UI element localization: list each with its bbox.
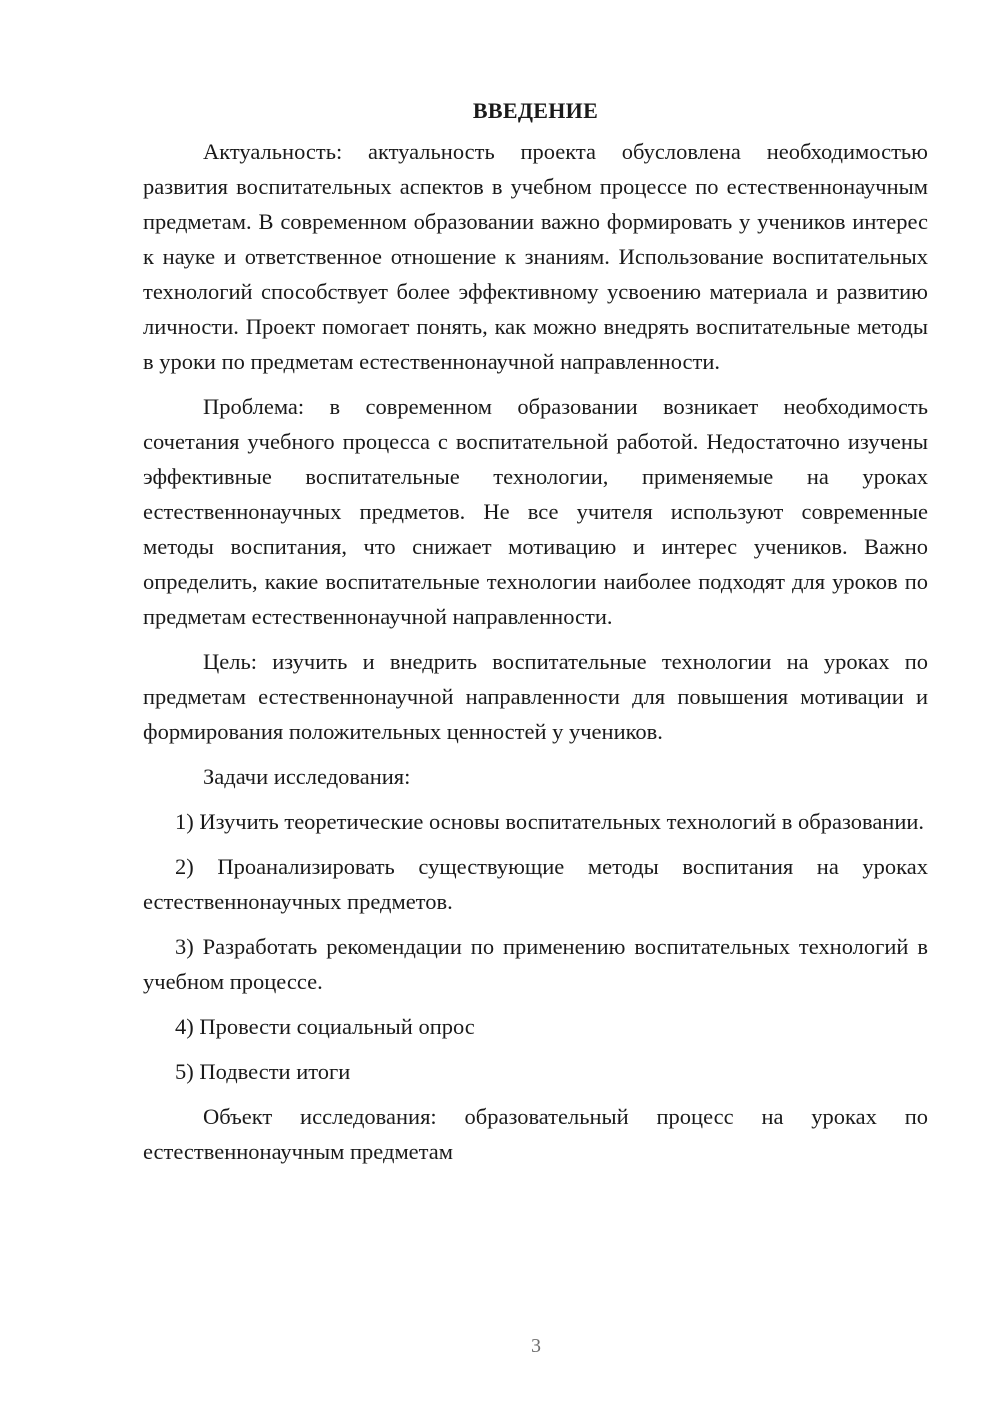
problem-paragraph: Проблема: в современном образовании возникает необходимость сочетания учебного процесса с воспитательной работой. Недостаточно изучены эффективные воспитательные технологии, применяемые на уроках естественнонаучных предметов. Не все учителя используют современные методы воспитания, что снижает мотивацию и интерес учеников. Важно определить, какие воспитательные технологии наиболее подходят для уроков по предметам естественнонаучной направленности. bbox=[143, 394, 928, 629]
task-item-4: 4) Провести социальный опрос bbox=[175, 1014, 475, 1039]
object-paragraph: Объект исследования: образовательный процесс на уроках по естественнонаучным предметам bbox=[143, 1104, 928, 1164]
task-item-2: 2) Проанализировать существующие методы воспитания на уроках естественнонаучных предметов. bbox=[143, 854, 928, 914]
task-item-5: 5) Подвести итоги bbox=[175, 1059, 351, 1084]
goal-paragraph: Цель: изучить и внедрить воспитательные технологии на уроках по предметам естественнонаучной направленности для повышения мотивации и формирования положительных ценностей у учеников. bbox=[143, 649, 928, 744]
document-body bbox=[143, 96, 928, 1179]
page-number: 3 bbox=[531, 1335, 541, 1357]
task-item-1: 1) Изучить теоретические основы воспитательных технологий в образовании. bbox=[175, 809, 925, 834]
relevance-paragraph: Актуальность: актуальность проекта обусловлена необходимостью развития воспитательных аспектов в учебном процессе по естественнонаучным предметам. В современном образовании важно формировать у учеников интерес к науке и ответственное отношение к знаниям. Использование воспитательных технологий способствует более эффективному усвоению материала и развитию личности. Проект помогает понять, как можно внедрять воспитательные методы в уроки по предметам естественнонаучной направленности. bbox=[143, 139, 928, 374]
task-item-3: 3) Разработать рекомендации по применению воспитательных технологий в учебном процессе. bbox=[143, 934, 928, 994]
tasks-heading: Задачи исследования: bbox=[203, 764, 411, 789]
page-title: ВВЕДЕНИЕ bbox=[472, 98, 599, 123]
